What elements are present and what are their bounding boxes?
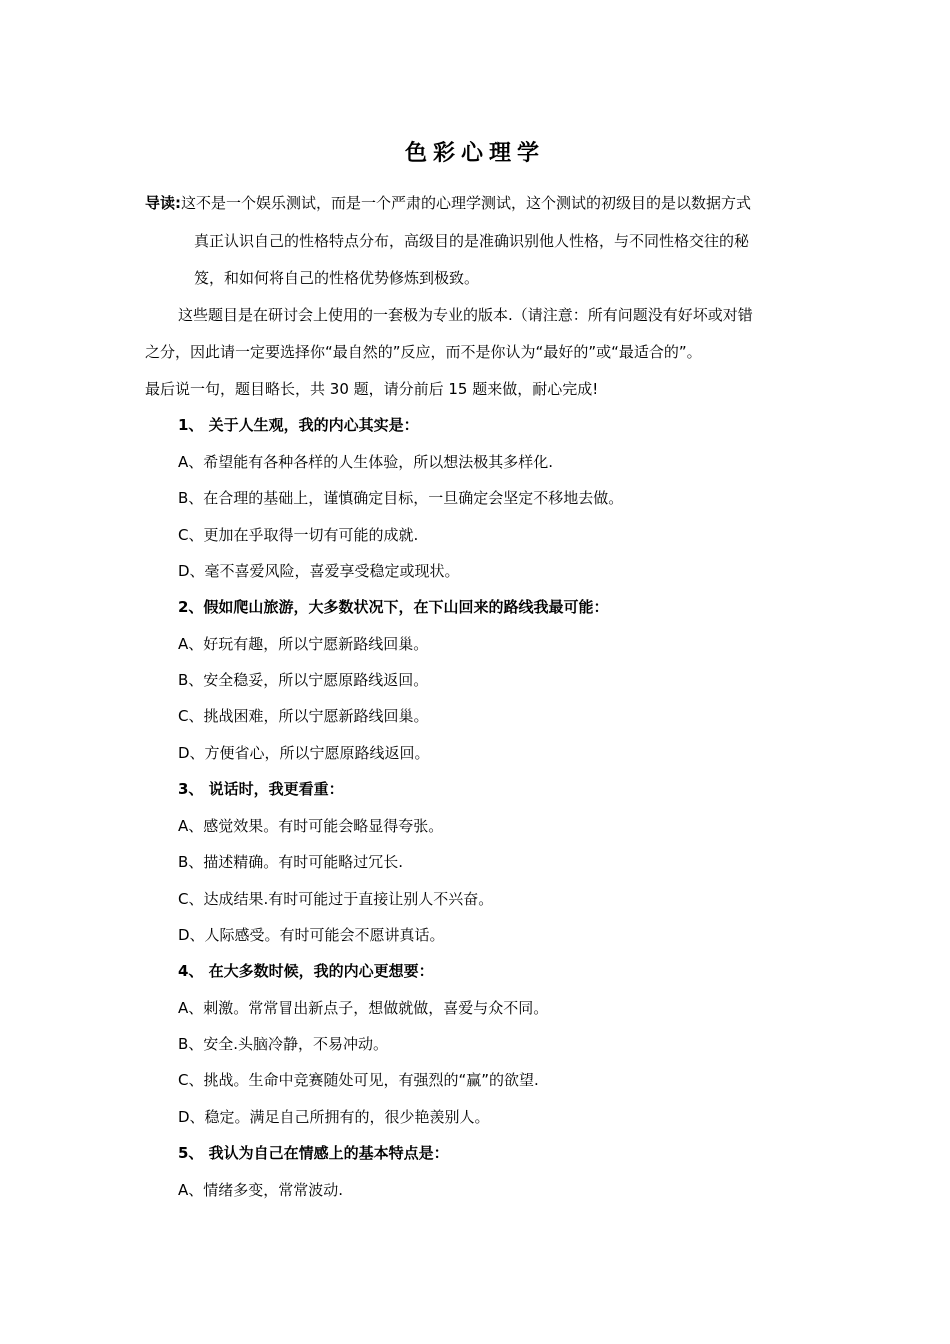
question-option: B、安全.头脑冷静，不易冲动。: [178, 1035, 389, 1053]
question-option: C、达成结果.有时可能过于直接让别人不兴奋。: [178, 890, 494, 908]
question-option: B、在合理的基础上，谨慎确定目标，一旦确定会坚定不移地去做。: [178, 489, 624, 507]
question-option: A、情绪多变，常常波动.: [178, 1181, 344, 1199]
question-title: 3、 说话时，我更看重：: [178, 780, 344, 798]
intro-text-1: 这不是一个娱乐测试，而是一个严肃的心理学测试，这个测试的初级目的是以数据方式: [181, 194, 752, 212]
question-title: 2、假如爬山旅游，大多数状况下，在下山回来的路线我最可能：: [178, 598, 609, 616]
question-option: B、安全稳妥，所以宁愿原路线返回。: [178, 671, 429, 689]
question-option: D、稳定。满足自己所拥有的，很少艳羡别人。: [178, 1108, 490, 1126]
question-option: C、挑战困难，所以宁愿新路线回巢。: [178, 707, 429, 725]
question-title: 4、 在大多数时候，我的内心更想要：: [178, 962, 434, 980]
question-option: B、描述精确。有时可能略过冗长.: [178, 853, 404, 871]
question-option: D、毫不喜爱风险，喜爱享受稳定或现状。: [178, 562, 460, 580]
page-title: 色彩心理学: [404, 141, 545, 166]
notice-line-1: 这些题目是在研讨会上使用的一套极为专业的版本.（请注意：所有问题没有好坏或对错: [178, 306, 753, 324]
question-option: A、刺激。常常冒出新点子，想做就做，喜爱与众不同。: [178, 999, 549, 1017]
question-option: A、感觉效果。有时可能会略显得夸张。: [178, 817, 444, 835]
question-option: C、挑战。生命中竞赛随处可见，有强烈的“赢”的欲望.: [178, 1071, 539, 1089]
question-title: 1、 关于人生观，我的内心其实是：: [178, 416, 419, 434]
question-option: D、方便省心，所以宁愿原路线返回。: [178, 744, 430, 762]
question-option: D、人际感受。有时可能会不愿讲真话。: [178, 926, 445, 944]
notice-line-3: 最后说一句，题目略长，共 30 题，请分前后 15 题来做，耐心完成!: [145, 380, 599, 398]
intro-line-1: [145, 193, 751, 213]
question-option: A、希望能有各种各样的人生体验，所以想法极其多样化.: [178, 453, 554, 471]
intro-line-2: 真正认识自己的性格特点分布，高级目的是准确识别他人性格，与不同性格交往的秘: [194, 232, 750, 250]
notice-line-2: 之分，因此请一定要选择你“最自然的”反应，而不是你认为“最好的”或“最适合的”。: [145, 343, 702, 361]
intro-line-3: 笈，和如何将自己的性格优势修炼到极致。: [194, 269, 480, 287]
question-option: A、好玩有趣，所以宁愿新路线回巢。: [178, 635, 429, 653]
intro-label: 导读:: [145, 194, 181, 212]
question-title: 5、 我认为自己在情感上的基本特点是：: [178, 1144, 449, 1162]
question-option: C、更加在乎取得一切有可能的成就.: [178, 526, 419, 544]
